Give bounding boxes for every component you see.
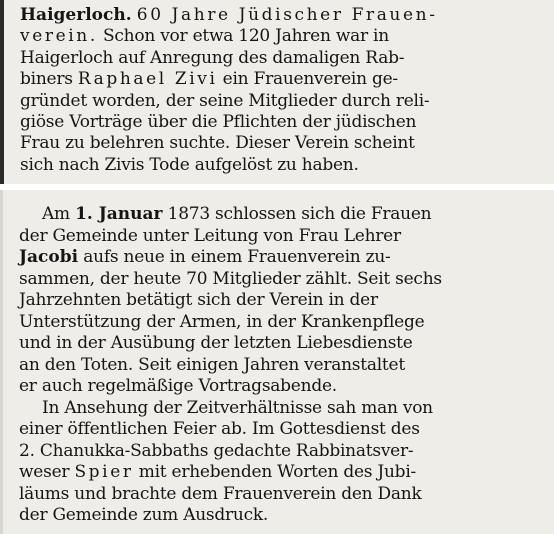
- rabbi-name: Raphael Zivi: [77, 69, 218, 90]
- article-line: der Gemeinde unter Leitung von Frau Lehrer: [19, 225, 401, 246]
- rabbi-administrator-name: Spier: [74, 462, 134, 482]
- article-line: In Ansehung der Zeitverhältnisse sah man von: [42, 397, 433, 418]
- article-heading-continued: verein.: [20, 26, 98, 47]
- article-heading: 60 Jahre Jüdischer Frauen-: [136, 5, 438, 25]
- article-line: sammen, der heute 70 Mitglieder zählt. Seit sechs: [19, 268, 442, 289]
- article-line: Am 1. Januar 1873 schlossen sich die Frauen: [42, 204, 432, 224]
- founding-date: 1. Januar: [75, 204, 163, 224]
- newspaper-clipping-bottom: [0, 190, 554, 534]
- article-heading-line: [20, 5, 538, 26]
- place-name: Haigerloch.: [20, 5, 132, 25]
- article-line: und in der Ausübung der letzten Liebesdienste: [19, 333, 413, 353]
- article-line: biners Raphael Zivi ein Frauenverein ge-: [20, 69, 398, 90]
- article-line: giöse Vorträge über die Pflichten der jüdischen: [20, 112, 417, 133]
- article-line: der Gemeinde zum Ausdruck.: [19, 505, 269, 525]
- article-line: an den Toten. Seit einigen Jahren veranstaltet: [19, 354, 405, 375]
- article-line: Frau zu belehren suchte. Dieser Verein scheint: [20, 133, 415, 154]
- article-line: 2. Chanukka-Sabbaths gedachte Rabbinatsver-: [19, 440, 414, 461]
- article-line: Jacobi aufs neue in einem Frauenverein zu-: [19, 247, 391, 267]
- article-line: sich nach Zivis Tode aufgelöst zu haben.: [20, 154, 359, 175]
- article-line: er auch regelmäßige Vortragsabende.: [19, 376, 337, 396]
- article-line: weser Spier mit erhebenden Worten des Jubi-: [19, 462, 416, 482]
- article-line: läums und brachte dem Frauenverein den Dank: [19, 483, 422, 504]
- article-line: Unterstützung der Armen, in der Krankenpflege: [19, 311, 425, 332]
- article-line: gründet worden, der seine Mitglieder durch reli-: [20, 90, 430, 111]
- article-line: verein. Schon vor etwa 120 Jahren war in: [20, 26, 389, 47]
- teacher-name: Jacobi: [19, 247, 79, 267]
- article-line: Jahrzehnten betätigt sich der Verein in der: [19, 290, 378, 310]
- newspaper-clipping-top: [0, 0, 554, 184]
- article-line: einer öffentlichen Feier ab. Im Gottesdienst des: [19, 419, 420, 439]
- article-line: Haigerloch auf Anregung des damaligen Rab-: [20, 47, 405, 68]
